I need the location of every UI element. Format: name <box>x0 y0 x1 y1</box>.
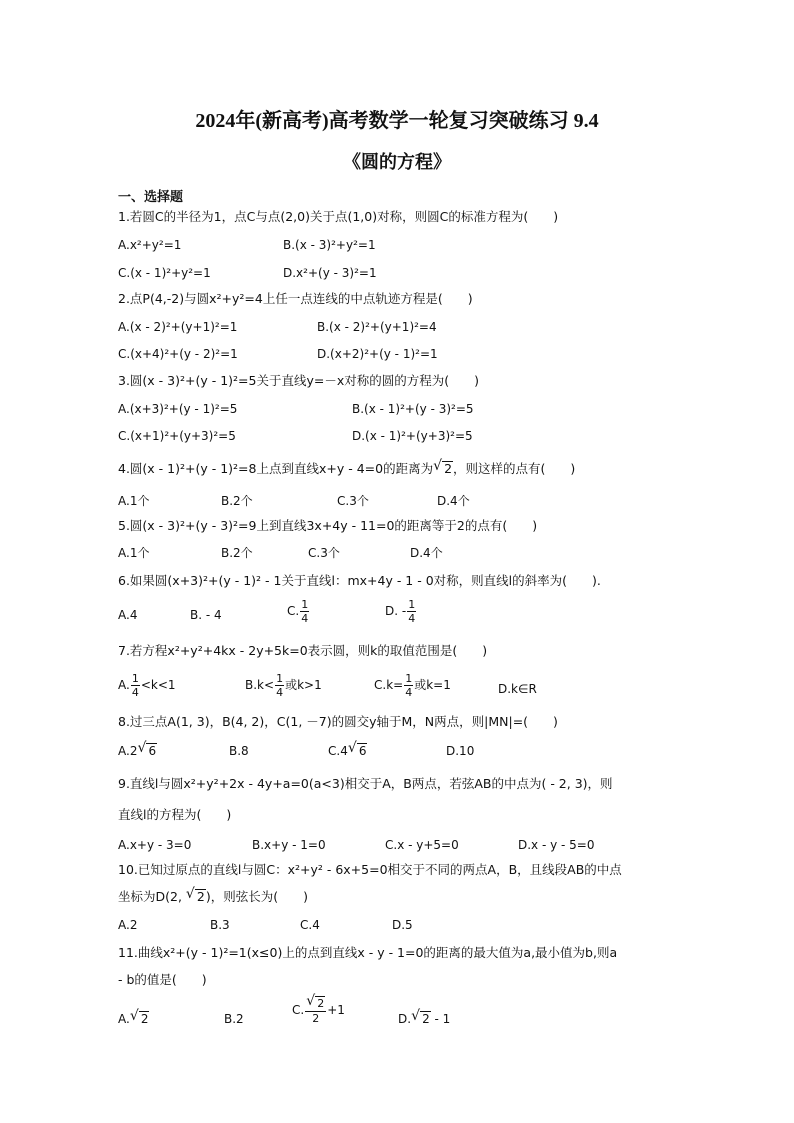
question-1: 1.若圆C的半径为1，点C与点(2,0)关于点(1,0)对称，则圆C的标准方程为( ) <box>118 209 559 224</box>
question-9-line-2: 直线l的方程为( ) <box>118 807 232 822</box>
option-text: <k<1 <box>140 678 176 692</box>
denominator: 4 <box>276 686 284 699</box>
q4-option-c: C.3个 <box>337 494 369 508</box>
q2-option-b: B.(x - 2)²+(y+1)²=4 <box>317 320 437 334</box>
q10-option-a: A.2 <box>118 918 138 932</box>
q10-option-b: B.3 <box>210 918 230 932</box>
sqrt-symbol: √ 6 <box>357 743 368 758</box>
q1-option-c: C.(x - 1)²+y²=1 <box>118 266 211 280</box>
option-text: +1 <box>327 1003 345 1017</box>
option-label: A. <box>118 678 130 692</box>
q1-option-b: B.(x - 3)²+y²=1 <box>283 238 376 252</box>
q7-option-a <box>118 672 176 699</box>
q4-option-d: D.4个 <box>437 494 470 508</box>
q7-option-c <box>374 672 451 699</box>
numerator: 1 <box>276 672 284 685</box>
option-label: D. <box>398 1012 412 1026</box>
numerator: 1 <box>405 672 413 685</box>
q11-option-c <box>292 996 345 1025</box>
question-5: 5.圆(x - 3)²+(y - 3)²=9上到直线3x+4y - 11=0的距离等于2的点有( ) <box>118 518 538 533</box>
q11-option-d <box>398 1010 450 1028</box>
q2-option-d: D.(x+2)²+(y - 1)²=1 <box>317 347 438 361</box>
fraction <box>404 672 413 699</box>
q10-option-d: D.5 <box>392 918 413 932</box>
option-label: B.k< <box>245 678 275 692</box>
q6-option-c <box>287 598 310 625</box>
sqrt-symbol: √ 6 <box>146 743 157 758</box>
numerator: 1 <box>131 672 139 685</box>
denominator: 4 <box>301 612 309 625</box>
option-label: C.4 <box>328 744 348 758</box>
q1-option-a: A.x²+y²=1 <box>118 238 182 252</box>
q5-option-c: C.3个 <box>308 546 340 560</box>
q3-option-c: C.(x+1)²+(y+3)²=5 <box>118 429 236 443</box>
question-10-line-1: 10.已知过原点的直线l与圆C：x²+y² - 6x+5=0相交于不同的两点A，B，且线段AB的中点 <box>118 862 622 877</box>
option-label: C. <box>287 604 300 618</box>
fraction <box>131 672 140 699</box>
fraction <box>305 996 326 1025</box>
page-subtitle: 《圆的方程》 <box>343 152 451 172</box>
q5-option-a: A.1个 <box>118 546 150 560</box>
q9-option-d: D.x - y - 5=0 <box>518 838 595 852</box>
question-7: 7.若方程x²+y²+4kx - 2y+5k=0表示圆，则k的取值范围是( ) <box>118 643 488 658</box>
q6-option-b: B. - 4 <box>190 608 222 622</box>
option-text: 或k>1 <box>285 678 322 692</box>
question-9-line-1: 9.直线l与圆x²+y²+2x - 4y+a=0(a<3)相交于A，B两点，若弦AB的中点为( - 2, 3)，则 <box>118 776 613 791</box>
numerator: 1 <box>408 598 416 611</box>
sqrt-symbol: √ 2 <box>315 996 325 1011</box>
q3-option-b: B.(x - 1)²+(y - 3)²=5 <box>352 402 474 416</box>
question-8: 8.过三点A(1, 3)，B(4, 2)，C(1, －7)的圆交y轴于M，N两点，则|MN|=( ) <box>118 714 558 729</box>
q8-option-c <box>328 742 367 760</box>
numerator: 1 <box>301 598 309 611</box>
sqrt-symbol: √ 2 <box>442 461 453 476</box>
q8-option-d: D.10 <box>446 744 475 758</box>
q5-option-b: B.2个 <box>221 546 253 560</box>
q7-option-d: D.k∈R <box>498 682 537 696</box>
q11-option-b: B.2 <box>224 1012 244 1026</box>
q3-option-a: A.(x+3)²+(y - 1)²=5 <box>118 402 238 416</box>
page-title: 2024年(新高考)高考数学一轮复习突破练习 9.4 <box>195 110 599 132</box>
q9-option-c: C.x - y+5=0 <box>385 838 459 852</box>
question-11-line-2: - b的值是( ) <box>118 972 207 987</box>
question-6: 6.如果圆(x+3)²+(y - 1)² - 1关于直线l：mx+4y - 1 - 0对称，则直线l的斜率为( ). <box>118 573 601 588</box>
numerator <box>305 996 326 1012</box>
option-label: C.k= <box>374 678 404 692</box>
section-heading: 一、选择题 <box>118 190 184 205</box>
option-label: A. <box>118 1012 130 1026</box>
fraction <box>300 598 309 625</box>
option-label: C. <box>292 1003 305 1017</box>
option-label: D. - <box>385 604 407 618</box>
q4-text-b: ，则这样的点有( ) <box>453 461 576 476</box>
option-text: - 1 <box>430 1012 451 1026</box>
option-label: A.2 <box>118 744 138 758</box>
q10-text-b: )，则弦长为( ) <box>205 889 308 904</box>
sqrt-symbol: √ 2 <box>420 1011 431 1026</box>
sqrt-symbol: √ 2 <box>139 1011 150 1026</box>
q1-option-d: D.x²+(y - 3)²=1 <box>283 266 377 280</box>
q9-option-a: A.x+y - 3=0 <box>118 838 192 852</box>
q10-option-c: C.4 <box>300 918 320 932</box>
q11-option-a <box>118 1010 149 1028</box>
denominator: 4 <box>131 686 139 699</box>
question-10-line-2 <box>118 888 308 906</box>
fraction <box>407 598 416 625</box>
question-4 <box>118 460 575 478</box>
option-text: 或k=1 <box>414 678 451 692</box>
q4-text-a: 4.圆(x - 1)²+(y - 1)²=8上点到直线x+y - 4=0的距离为 <box>118 461 434 476</box>
q2-option-a: A.(x - 2)²+(y+1)²=1 <box>118 320 238 334</box>
q4-option-a: A.1个 <box>118 494 150 508</box>
q2-option-c: C.(x+4)²+(y - 2)²=1 <box>118 347 238 361</box>
q4-option-b: B.2个 <box>221 494 253 508</box>
denominator: 2 <box>312 1012 320 1025</box>
question-11-line-1: 11.曲线x²+(y - 1)²=1(x≤0)上的点到直线x - y - 1=0的距离的最大值为a,最小值为b,则a <box>118 945 618 960</box>
denominator: 4 <box>408 612 416 625</box>
q7-option-b <box>245 672 322 699</box>
denominator: 4 <box>405 686 413 699</box>
fraction <box>275 672 284 699</box>
q6-option-d <box>385 598 417 625</box>
q10-text-a: 坐标为D(2, <box>118 889 186 904</box>
q6-option-a: A.4 <box>118 608 138 622</box>
q3-option-d: D.(x - 1)²+(y+3)²=5 <box>352 429 473 443</box>
q5-option-d: D.4个 <box>410 546 443 560</box>
question-3: 3.圆(x - 3)²+(y - 1)²=5关于直线y=－x对称的圆的方程为( ) <box>118 373 479 388</box>
q9-option-b: B.x+y - 1=0 <box>252 838 326 852</box>
q8-option-b: B.8 <box>229 744 249 758</box>
sqrt-symbol: √ 2 <box>195 889 206 904</box>
q8-option-a <box>118 742 157 760</box>
question-2: 2.点P(4,-2)与圆x²+y²=4上任一点连线的中点轨迹方程是( ) <box>118 291 473 306</box>
